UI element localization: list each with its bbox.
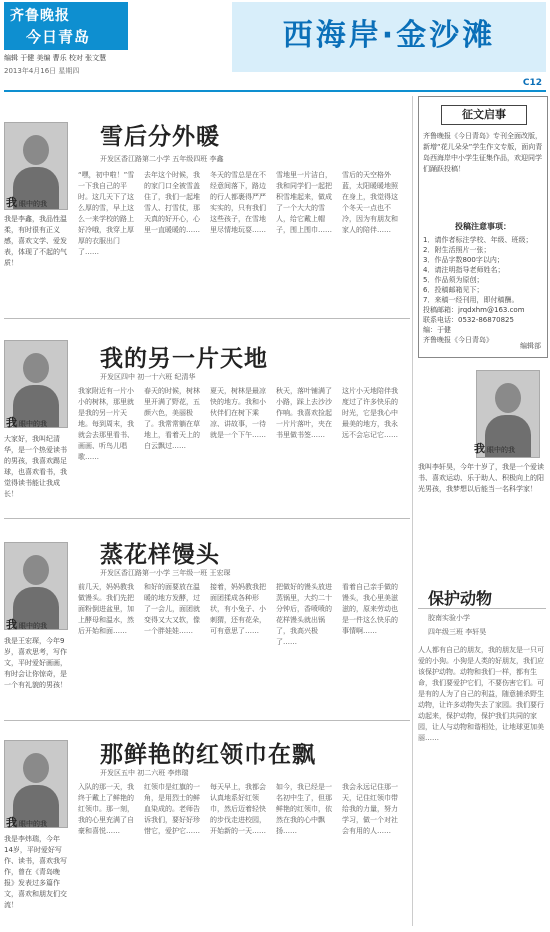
article-byline: 开发区五中 初二六班 李炜瑞 xyxy=(100,769,189,777)
rule-item: 1．请作者标注学校、年级、班级； xyxy=(423,236,533,244)
article-column: 每天早上，我都会认真地系好红领巾，然后迈着轻快的步伐走进校园，开始新的一天…… xyxy=(210,783,266,835)
article-title: 我的另一片天地 xyxy=(100,346,268,372)
article-column: 红领巾是红旗的一角，是用烈士的鲜血染成的。老师告诉我们，要好好珍惜它，爱护它…… xyxy=(144,783,200,835)
column-divider xyxy=(412,96,413,926)
section-divider xyxy=(4,318,410,319)
rules-list xyxy=(423,235,543,345)
article-column: 前几天，妈妈教我做馒头。我们先把面粉倒进盆里，加上酵母和温水，然后开始和面…… xyxy=(78,583,134,635)
section-title: 西海岸·金沙滩 xyxy=(282,18,496,53)
rules-title: 投稿注意事项： xyxy=(455,222,511,231)
section-divider xyxy=(4,518,410,519)
article-column: 夏天，树林是最凉快的地方。我和小伙伴们在树下乘凉、讲故事，一待就是一个下午…… xyxy=(210,387,266,439)
newspaper-logo: 齐鲁晚报 xyxy=(10,8,70,24)
section-banner xyxy=(232,2,546,72)
editor-label: 编辑部 xyxy=(520,342,541,350)
article-title: 保护动物 xyxy=(428,589,493,608)
author-intro: 我是李鑫，我品性温柔，有时很有正义感，喜欢文学、爱发表，体现了不起的气质！ xyxy=(4,215,67,267)
contact-editor: 编：于健 xyxy=(423,326,451,334)
photo-caption: 我眼中的我 xyxy=(6,816,47,829)
author-intro: 我叫李轩昊，今年十岁了，我是一个爱读书、喜欢运动、乐于助人、积极向上的阳光男孩，我梦想以后能当一名科学家！ xyxy=(418,463,544,493)
article-byline: 胶南实验小学 xyxy=(428,614,470,622)
article-title: 蒸花样馒头 xyxy=(100,542,220,568)
section-divider xyxy=(4,720,410,721)
article-column: 我家附近有一片小小的树林，那里就是我的另一片天地。每到周末，我就会去那里看书、画画、听鸟儿唱歌…… xyxy=(78,387,134,461)
page-header xyxy=(0,0,550,90)
contact-publication: 齐鲁晚报《今日青岛》 xyxy=(423,336,493,344)
header-rule xyxy=(4,90,546,92)
contact-phone: 联系电话：0532-86870825 xyxy=(423,316,514,324)
author-intro: 我是王宏琛，今年9岁，喜欢思考，写作文，平时爱好画画，有时会让你惊奇，是一个有礼貌的男孩！ xyxy=(4,637,67,689)
article-column: 秋天，落叶铺满了小路，踩上去沙沙作响。我喜欢捡起一片片落叶，夹在书里做书签…… xyxy=(276,387,332,439)
box-heading: 征文启事 xyxy=(441,105,527,125)
article-column: 如今，我已经是一名初中生了，但那鲜艳的红领巾，依然在我的心中飘扬…… xyxy=(276,783,332,835)
author-intro: 我是李炜瑞，今年14岁，平时爱好写作、读书，喜欢我写作，曾在《青岛晚报》发表过多篇作文，喜欢和朋友们交流！ xyxy=(4,835,67,909)
rule-item: 2．附生活照片一张； xyxy=(423,246,491,254)
call-for-submissions-box xyxy=(418,96,548,358)
article-column: 把做好的馒头放进蒸锅里，大约二十分钟后，香喷喷的花样馒头就出锅了，我高兴极了…… xyxy=(276,583,332,646)
article-column: 雪地里一片洁白，我和同学们一起把积雪堆起来，做成了一个大大的雪人，给它戴上帽子，围上围巾…… xyxy=(276,171,332,234)
rule-item: 3．作品字数800字以内； xyxy=(423,256,504,264)
article-byline: 开发区四中 初一十六班 纪清华 xyxy=(100,373,196,381)
article-column: “嘿，初中啦！”雪一下我自己的平时。这几天下了这么厚的雪，早上这么一来学校的路上好冷哦，我穿上厚厚的衣服出门了…… xyxy=(78,171,135,256)
article-column: 雪后的天空格外蓝，太阳暖暖地照在身上，我觉得这个冬天一点也不冷，因为有朋友和家人的陪伴…… xyxy=(342,171,398,234)
page-number: C12 xyxy=(522,78,542,88)
article-byline: 四年级三班 李轩昊 xyxy=(428,628,487,636)
article-title: 那鲜艳的红领巾在飘 xyxy=(100,742,316,768)
brand-block xyxy=(4,2,128,50)
rule-item: 5．作品须为原创； xyxy=(423,276,484,284)
article-3 xyxy=(4,522,410,718)
article-column: 冬天的雪总是在不经意间落下，路边的行人都裹得严严实实的，只有我们这些孩子，在雪地里尽情地玩耍…… xyxy=(210,171,266,234)
rule-item: 7．来稿一经刊用，即付稿酬。 xyxy=(423,296,519,304)
section-divider xyxy=(418,608,546,609)
photo-caption: 我眼中的我 xyxy=(6,416,47,429)
article-column: 这片小天地陪伴我度过了许多快乐的时光，它是我心中最美的地方，我永远不会忘记它…… xyxy=(342,387,398,439)
article-title: 雪后分外暖 xyxy=(100,124,220,150)
photo-caption: 我眼中的我 xyxy=(6,196,47,209)
article-byline: 开发区香江路第一小学 三年级一班 王宏琛 xyxy=(100,569,231,577)
issue-date: 2013年4月16日 星期四 xyxy=(4,67,80,75)
author-intro: 大家好，我叫纪清华，是一个热爱读书的男孩，我喜欢踢足球，也喜欢看书，我觉得读书能让我成长！ xyxy=(4,435,67,498)
photo-caption: 我眼中的我 xyxy=(474,442,515,455)
rule-item: 6．投稿邮箱见下； xyxy=(423,286,484,294)
article-4 xyxy=(4,724,410,928)
contact-email[interactable]: 投稿邮箱：jrqdxhm@163.com xyxy=(423,306,525,314)
photo-caption: 我眼中的我 xyxy=(6,618,47,631)
article-body: 人人都有自己的朋友，我的朋友是一只可爱的小狗。小狗是人类的好朋友，我们应该保护动物。动物和我们一样，都有生命，我们要爱护它们，不要伤害它们。可是有的人为了自己的利益，随意捕杀野生动物，让许多动物失去了家园。我们要行动起来，保护动物，保护我们共同的家园，让人与动物和谐相处，让地球更加美丽…… xyxy=(418,646,544,742)
article-column: 春天的时候，树林里开满了野花，五颜六色，美丽极了。我常常躺在草地上，看着天上的白云飘过…… xyxy=(144,387,200,450)
rule-item: 4．请注明指导老师姓名； xyxy=(423,266,505,274)
article-column: 我会永远记住那一天，记住红领巾带给我的力量，努力学习，做一个对社会有用的人…… xyxy=(342,783,398,835)
edition-name: 今日青岛 xyxy=(26,28,91,46)
article-byline: 开发区香江路第二小学 五年级四班 李鑫 xyxy=(100,155,224,163)
article-2 xyxy=(4,322,410,514)
article-1 xyxy=(4,96,410,314)
article-column: 看着自己亲手做的馒头，我心里美滋滋的，原来劳动也是一件这么快乐的事情啊…… xyxy=(342,583,398,635)
box-paragraph: 齐鲁晚报《今日青岛》专刊全面改版，新增“花儿朵朵”学生作文专版，面向青岛西海岸中小学生征集作品，欢迎同学们踊跃投稿！ xyxy=(423,132,543,173)
article-column: 入队的那一天，我终于戴上了鲜艳的红领巾。那一刻，我的心里充满了自豪和喜悦…… xyxy=(78,783,134,835)
article-column: 接着，妈妈教我把面团揉成各种形状，有小兔子、小刺猬，还有花朵，可有意思了…… xyxy=(210,583,266,635)
article-column: 去年这个时候，我的家门口全被雪盖住了，我们一起堆雪人、打雪仗，那天真的好开心，心里一直暖暖的…… xyxy=(144,171,200,234)
article-column: 和好的面要放在温暖的地方发酵，过了一会儿，面团就变得又大又软，像一个胖娃娃…… xyxy=(144,583,200,635)
staff-credits: 编辑 于健 美编 曹乐 校对 张文慧 xyxy=(4,54,107,62)
